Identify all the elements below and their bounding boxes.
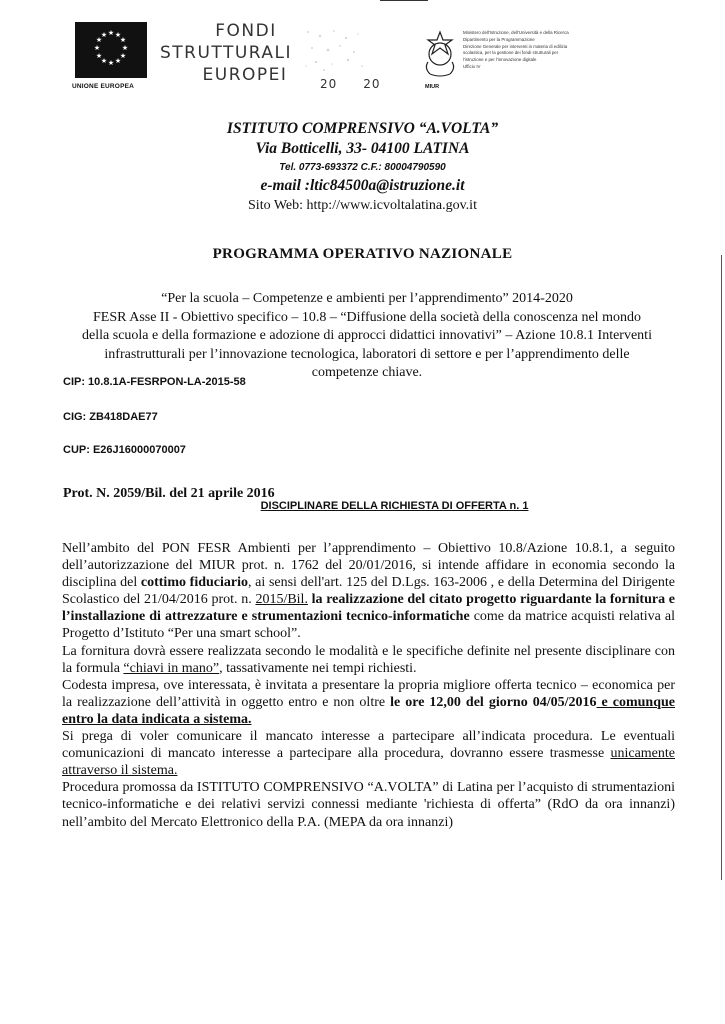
svg-text:★: ★ [95,36,103,44]
cig-code: CIG: ZB418DAE77 [63,411,158,423]
years-label [320,77,381,91]
text-run-bold: la realizzazione del citato progetto riguardante la fornitura e l’installazione di attrezzature e strumentazioni tecnico-informatiche [62,592,675,625]
miur-caption: MIUR [425,84,440,90]
fesr-line: della scuola e della formazione e adozione di approcci didattici innovativi” – Azione 10.8.1 Interventi [82,328,652,343]
text-run-underlined: 2015/Bil. [255,592,308,608]
disciplinare-title-text: DISCIPLINARE DELLA RICHIESTA DI OFFERTA n. 1 [260,500,529,512]
text-run: Codesta impresa, ove interessata, è invitata a presentare la propria migliore offerta tecnico – economica per la realizzazione dell’attività in oggetto entro e non oltre [62,677,675,710]
text-run: come da matrice acquisti relativa al Progetto d’Istituto “Per una smart school”. [62,609,676,642]
paragraph-affidamento [62,540,675,643]
fondi-line: EUROPEI [202,65,288,85]
paragraph-procedura: Procedura promossa da ISTITUTO COMPRENSIVO “A.VOLTA” di Latina per l’acquisto di strumentazioni tecnico-informatiche e dei relativi servizi connessi mediante 'richiesta di offerta” (RdO da ora innanzi) nell’ambito del Mercato Elettronico della P.A. (MEPA da ora innanzi) [62,780,675,830]
text-run: Nell’ambito del PON FESR Ambienti per l’apprendimento – Obiettivo 10.8/Azione 10.8.1, a seguito dell’autorizzazione del MIUR prot. n. 1762 del 20/01/2016, si intende affidare in economia secondo la disciplina del [62,541,675,591]
cip-code: CIP: 10.8.1A-FESRPON-LA-2015-58 [63,376,246,388]
text-run-bold: cottimo fiduciario [140,575,248,591]
year-end: 20 [363,77,381,91]
fesr-description [62,290,672,383]
text-run-bold-underlined: e comunque entro la data indicata a sistema. [62,694,675,727]
svg-text:★: ★ [100,57,108,65]
svg-text:★: ★ [100,31,108,39]
protocol-number: Prot. N. 2059/Bil. del 21 aprile 2016 [63,486,275,501]
text-run-bold: le ore 12,00 del giorno 04/05/2016 [390,694,597,710]
text-run: Si prega di voler comunicare il mancato interesse a partecipare all’indicata procedura. Le eventuali comunicazioni di mancato interesse a partecipare alla procedura, dovranno essere trasmesse [62,729,675,762]
school-email: e-mail :ltic84500a@istruzione.it [260,177,465,194]
eu-caption: UNIONE EUROPEA [72,83,135,90]
school-website: Sito Web: http://www.icvoltalatina.gov.it [248,198,477,213]
year-start: 20 [320,77,338,91]
svg-text:★: ★ [93,44,101,52]
fesr-line: infrastrutturali per l’innovazione tecnologica, laboratori di settore e per l’apprendimento delle [104,346,630,362]
text-run-underlined: unicamente attraverso il sistema. [62,746,675,779]
svg-text:★: ★ [114,57,122,65]
school-phone: Tel. 0773-693372 C.F.: 80004790590 [279,162,446,173]
svg-text:★: ★ [119,52,127,60]
fesr-line: “Per la scuola – Competenze e ambienti per l’apprendimento” 2014-2020 [161,291,573,306]
miur-line: Dipartimento per la Programmazione [463,36,535,42]
cup-code: CUP: E26J16000070007 [63,444,186,456]
school-address: Via Botticelli, 33- 04100 LATINA [255,140,470,157]
svg-text:★: ★ [107,59,115,67]
document-body [62,540,675,831]
svg-text:★: ★ [114,31,122,39]
fesr-line: FESR Asse II - Obiettivo specifico – 10.8 – “Diffusione della società della conoscenza nel mondo [93,309,641,325]
italian-republic-emblem-icon [420,28,460,80]
school-name: ISTITUTO COMPRENSIVO “A.VOLTA” [226,120,499,137]
top-rule [380,0,428,1]
fondi-line: FONDI [215,21,277,41]
svg-text:★: ★ [119,36,127,44]
miur-line: l'istruzione e per l'innovazione digitale [463,57,537,63]
miur-line: Direzione Generale per interventi in materia di edilizia [463,43,568,49]
fesr-line: competenze chiave. [311,365,423,380]
miur-line: Ufficio IV [463,63,481,69]
fondi-line: STRUTTURALI [159,43,293,63]
svg-text:★: ★ [95,52,103,60]
svg-text:★: ★ [121,44,129,52]
eu-flag-logo [75,22,147,78]
paragraph-fornitura [62,643,675,677]
pon-title: PROGRAMMA OPERATIVO NAZIONALE [212,246,513,262]
miur-line: Ministero dell'Istruzione, dell'Università e della Ricerca [463,30,569,35]
text-run: , tassativamente nei tempi richiesti. [219,660,417,676]
eu-stars-icon [75,22,147,78]
svg-text:★: ★ [107,29,115,37]
disciplinare-title [0,500,725,512]
text-run: , ai sensi dell'art. 125 del D.Lgs. 163-2006 , e della Determina del Dirigente Scolastico del 21/04/2016 prot. n. [62,575,675,608]
paragraph-offerta [62,677,675,728]
fondi-strutturali-logo [156,20,296,86]
paragraph-mancato-interesse [62,728,675,779]
logo-texture [300,26,370,74]
margin-rule [721,255,722,880]
text-run: La fornitura dovrà essere realizzata secondo le modalità e le specifiche definite nel presente disciplinare con la formula [62,643,675,676]
miur-department-text [463,30,633,71]
miur-line: scolastica, per la gestione dei fondi strutturali per [463,50,559,56]
text-run-underlined: “chiavi in mano” [123,660,220,676]
